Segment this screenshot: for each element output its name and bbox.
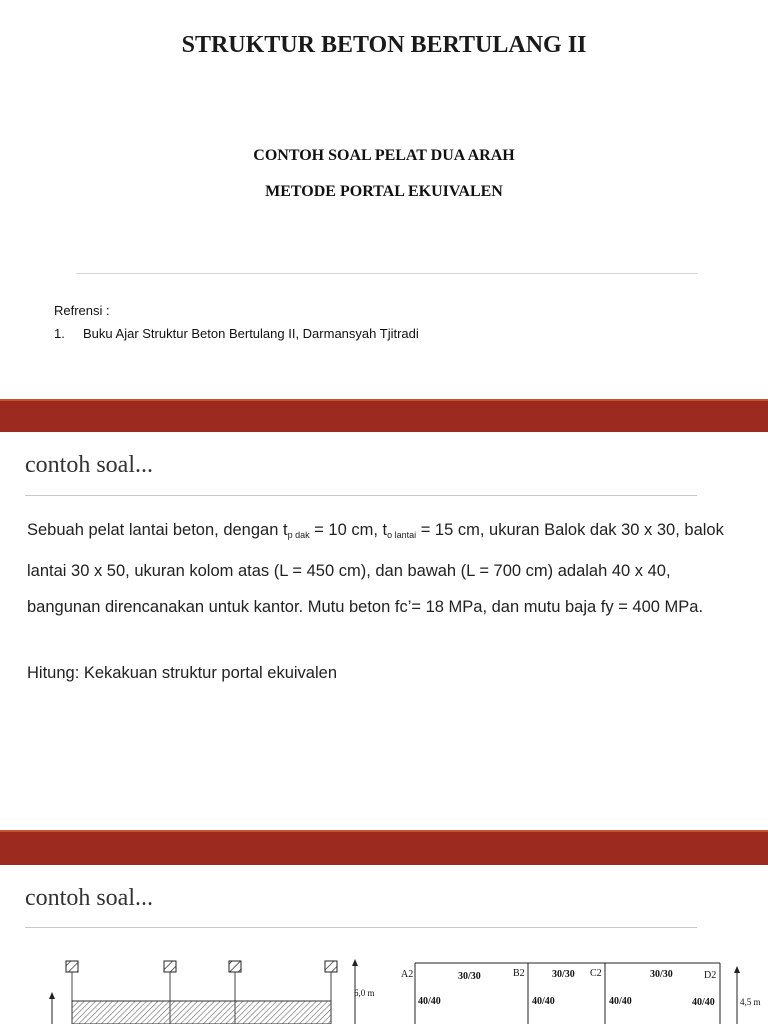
slide-title xyxy=(0,0,768,400)
floor-slab xyxy=(72,1001,331,1024)
node-label: B2 xyxy=(513,968,525,979)
task-statement: Hitung: Kekakuan struktur portal ekuivalen xyxy=(27,664,338,682)
column-cap xyxy=(229,961,241,972)
problem-statement: Sebuah pelat lantai beton, dengan $t_{p dak} = 10$ cm, $t_{o lantai} = 15$ cm, ukuran Balok dak 30 x 30, balok lantai 30 x 50, ukuran kolom atas (L = 450 cm), dan bawah (L = 700 cm) adalah 40 x 40, bangunan direncanakan untuk kantor. Mutu beton fc’= 18 MPa, dan mutu baja fy = 400 MPa. xyxy=(27,521,724,616)
slide-separator xyxy=(0,401,768,432)
beam-size-label: 30/30 xyxy=(650,969,673,980)
node-label: A2 xyxy=(401,969,414,980)
column-size-label: 40/40 xyxy=(692,997,715,1008)
column-size-label: 40/40 xyxy=(609,996,632,1007)
column-cap xyxy=(164,961,176,972)
divider xyxy=(76,273,698,274)
slide-separator xyxy=(0,832,768,865)
dimension-arrow xyxy=(734,966,740,973)
column-size-label: 40/40 xyxy=(532,996,555,1007)
beam-size-label: 30/30 xyxy=(458,971,481,982)
document-title: STRUKTUR BETON BERTULANG II xyxy=(181,32,587,58)
node-label: D2 xyxy=(704,970,717,981)
dimension-arrow xyxy=(352,959,358,966)
dimension-label: 4,5 m xyxy=(740,997,761,1007)
divider xyxy=(25,495,697,496)
column-cap xyxy=(66,961,78,972)
slide-figure xyxy=(0,865,768,1024)
node-label: C2 xyxy=(590,968,602,979)
document-subtitle-2: METODE PORTAL EKUIVALEN xyxy=(265,183,503,200)
beam-size-label: 30/30 xyxy=(552,969,575,980)
column-size-label: 40/40 xyxy=(418,996,441,1007)
dimension-label: 6,0 m xyxy=(354,988,375,998)
portal-figure xyxy=(0,955,768,1024)
portal-drawing xyxy=(0,955,768,1024)
frame-schematic xyxy=(401,963,761,1024)
reference-text: Buku Ajar Struktur Beton Bertulang II, Darmansyah Tjitradi xyxy=(83,326,419,341)
slide-heading: contoh soal... xyxy=(25,885,153,911)
slide-problem xyxy=(0,432,768,830)
dimension-arrow xyxy=(49,992,55,999)
column-cap xyxy=(325,961,337,972)
slide-heading: contoh soal... xyxy=(25,452,153,478)
reference-label: Refrensi : xyxy=(54,303,110,318)
reference-item xyxy=(54,326,419,341)
divider xyxy=(25,927,697,928)
elevation-drawing xyxy=(49,959,375,1024)
reference-number: 1. xyxy=(54,326,65,341)
document-subtitle-1: CONTOH SOAL PELAT DUA ARAH xyxy=(253,147,515,164)
